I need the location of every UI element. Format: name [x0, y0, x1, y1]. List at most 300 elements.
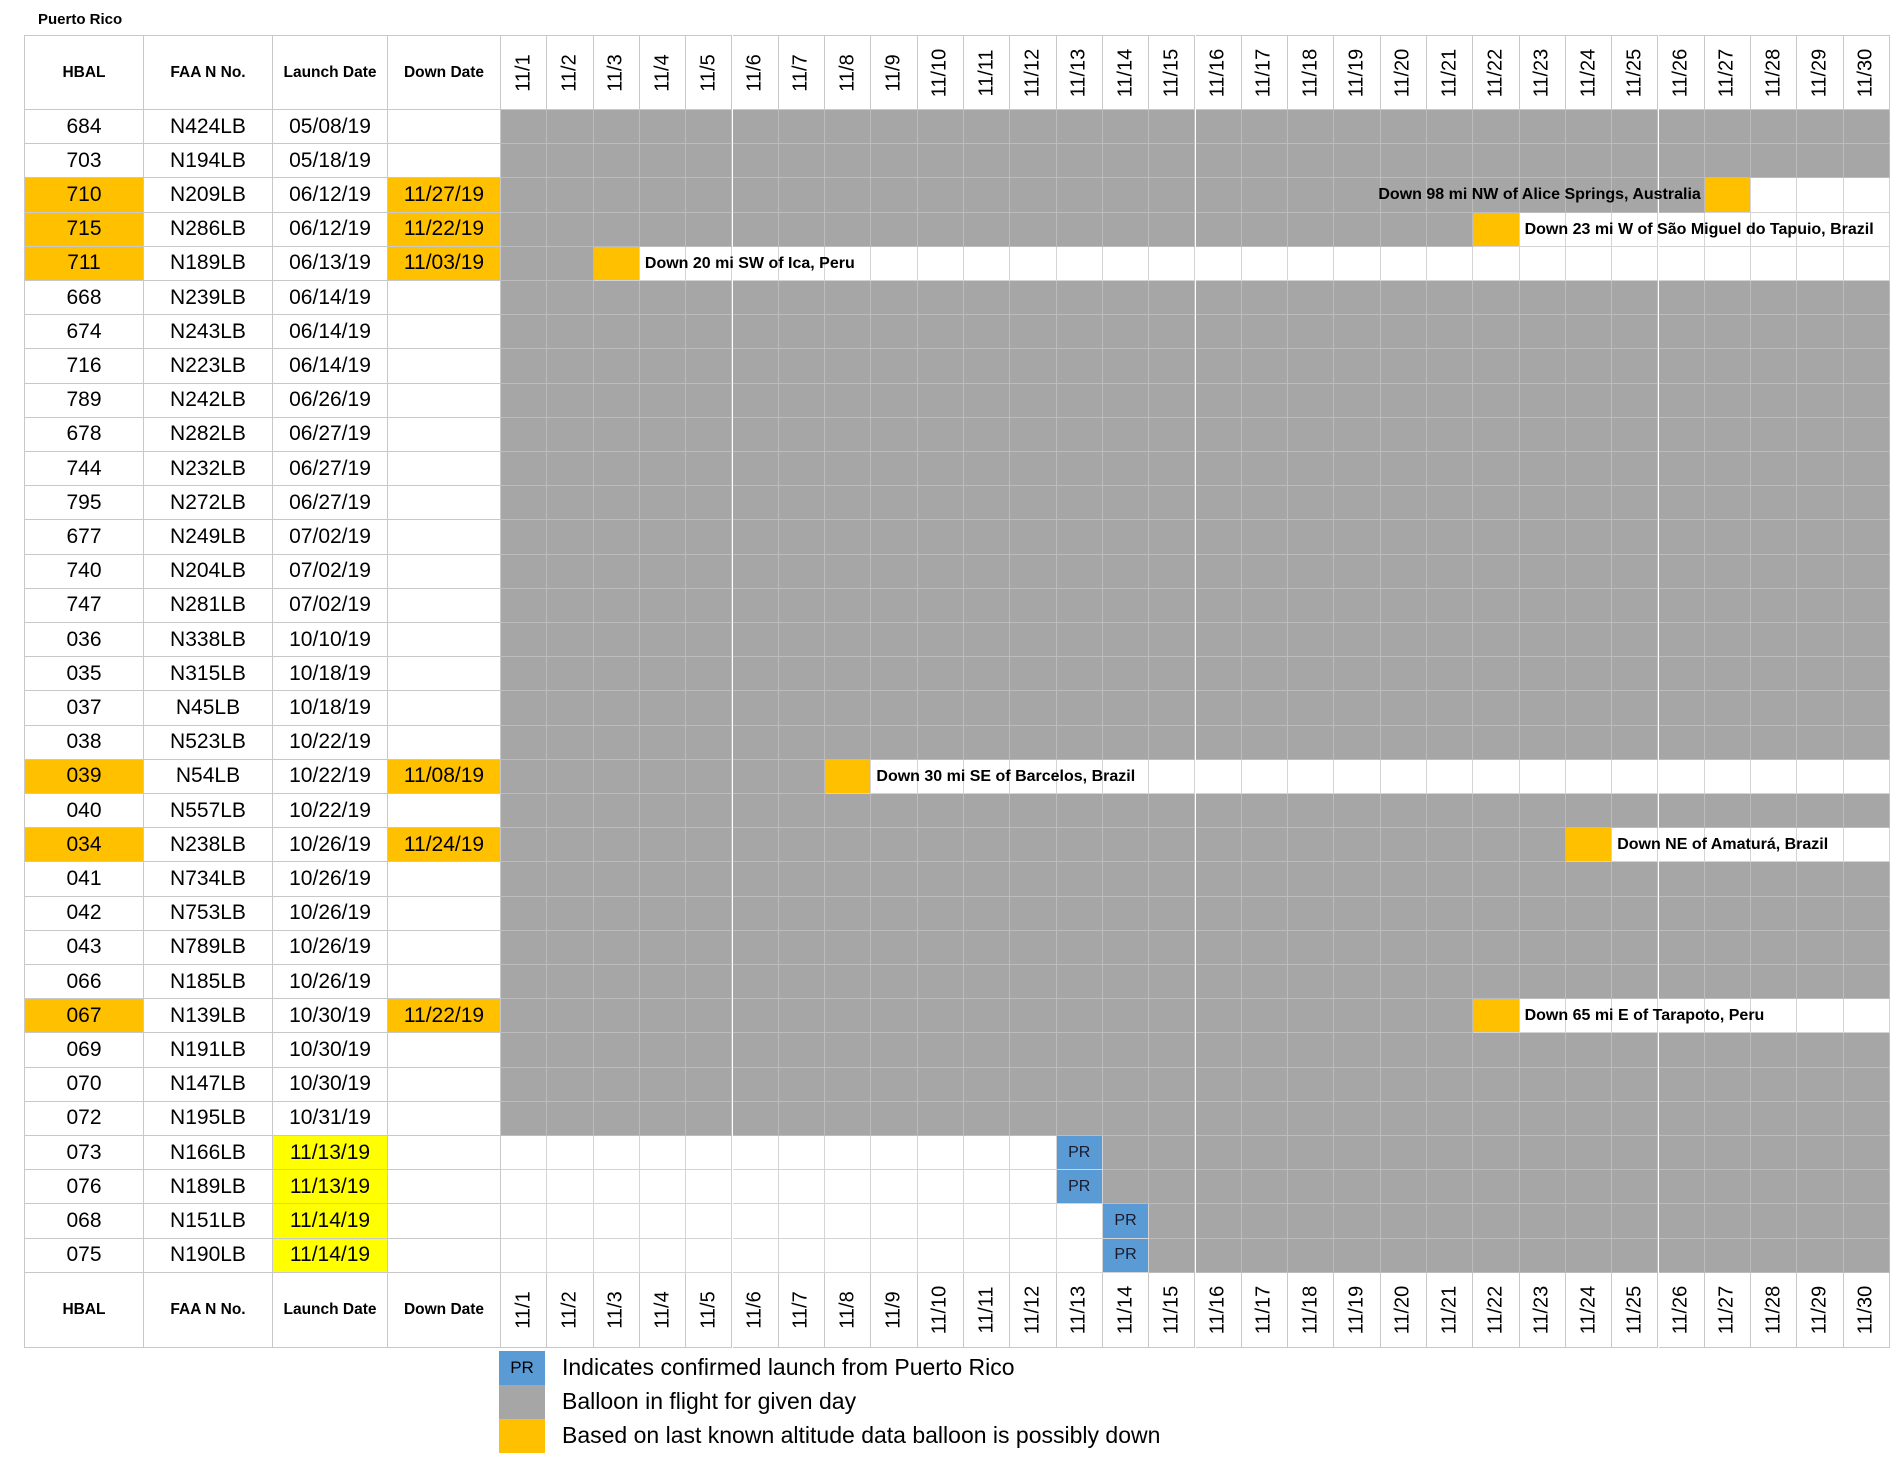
in-flight-cell	[918, 486, 964, 520]
row-faa-cell: N239LB	[144, 281, 273, 315]
day-cell-empty	[501, 1170, 547, 1204]
in-flight-cell	[640, 623, 686, 657]
in-flight-cell	[1196, 1136, 1242, 1170]
in-flight-cell	[918, 144, 964, 178]
in-flight-cell	[1705, 1170, 1751, 1204]
in-flight-cell	[1057, 110, 1103, 144]
bottom-header-launch: Launch Date	[273, 1273, 388, 1348]
day-label: 11/27	[1715, 1285, 1738, 1335]
in-flight-cell	[1242, 281, 1288, 315]
top-day-header	[918, 35, 964, 110]
in-flight-cell	[825, 589, 871, 623]
in-flight-cell	[1566, 1033, 1612, 1067]
day-cell-empty	[686, 1239, 732, 1273]
in-flight-cell	[1288, 452, 1334, 486]
row-hbal-cell: 039	[24, 760, 144, 794]
in-flight-cell	[779, 281, 825, 315]
in-flight-cell	[1381, 1102, 1427, 1136]
in-flight-cell	[1242, 794, 1288, 828]
in-flight-cell	[1196, 1239, 1242, 1273]
in-flight-cell	[825, 931, 871, 965]
day-label: 11/22	[1484, 48, 1507, 97]
in-flight-cell	[1751, 657, 1797, 691]
in-flight-cell	[1242, 657, 1288, 691]
in-flight-cell	[1242, 999, 1288, 1033]
day-cell-empty	[779, 1204, 825, 1238]
in-flight-cell	[1427, 999, 1473, 1033]
day-cell-empty	[918, 247, 964, 281]
top-day-header	[1659, 35, 1705, 110]
in-flight-cell	[733, 589, 779, 623]
in-flight-cell	[1520, 965, 1566, 999]
bottom-day-header	[1566, 1273, 1612, 1348]
in-flight-cell	[686, 965, 732, 999]
row-down-cell	[388, 965, 501, 999]
in-flight-cell	[1242, 349, 1288, 383]
day-cell-empty	[964, 1204, 1010, 1238]
in-flight-cell	[1659, 1239, 1705, 1273]
in-flight-cell	[825, 384, 871, 418]
in-flight-cell	[686, 1033, 732, 1067]
in-flight-cell	[1705, 623, 1751, 657]
in-flight-cell	[1797, 931, 1843, 965]
in-flight-cell	[964, 897, 1010, 931]
in-flight-cell	[640, 965, 686, 999]
in-flight-cell	[1288, 657, 1334, 691]
row-hbal-cell: 037	[24, 691, 144, 725]
in-flight-cell	[1149, 178, 1195, 212]
in-flight-cell	[1844, 862, 1890, 896]
in-flight-cell	[1242, 862, 1288, 896]
in-flight-cell	[1705, 589, 1751, 623]
in-flight-cell	[1334, 1102, 1380, 1136]
row-down-cell: 11/08/19	[388, 760, 501, 794]
row-down-cell	[388, 1033, 501, 1067]
in-flight-cell	[1612, 657, 1658, 691]
day-cell-empty	[594, 1204, 640, 1238]
in-flight-cell	[733, 691, 779, 725]
in-flight-cell	[1844, 1068, 1890, 1102]
in-flight-cell	[501, 349, 547, 383]
row-down-cell	[388, 520, 501, 554]
in-flight-cell	[1149, 1136, 1195, 1170]
day-cell-empty	[1381, 247, 1427, 281]
in-flight-cell	[1334, 828, 1380, 862]
in-flight-cell	[1196, 213, 1242, 247]
in-flight-cell	[825, 1102, 871, 1136]
row-faa-cell: N166LB	[144, 1136, 273, 1170]
in-flight-cell	[1612, 691, 1658, 725]
row-faa-cell: N242LB	[144, 384, 273, 418]
in-flight-cell	[1149, 862, 1195, 896]
row-down-cell: 11/27/19	[388, 178, 501, 212]
in-flight-cell	[779, 1068, 825, 1102]
in-flight-cell	[594, 418, 640, 452]
in-flight-cell	[1751, 1170, 1797, 1204]
day-cell-empty	[1010, 247, 1056, 281]
row-hbal-cell: 035	[24, 657, 144, 691]
bottom-header-faa: FAA N No.	[144, 1273, 273, 1348]
in-flight-cell	[1242, 1102, 1288, 1136]
in-flight-cell	[1566, 384, 1612, 418]
day-cell-empty	[1705, 760, 1751, 794]
in-flight-cell	[1751, 418, 1797, 452]
row-faa-cell: N204LB	[144, 555, 273, 589]
day-label: 11/2	[558, 53, 581, 92]
in-flight-cell	[733, 760, 779, 794]
in-flight-cell	[1659, 1102, 1705, 1136]
day-cell-empty	[1242, 247, 1288, 281]
in-flight-cell	[1659, 931, 1705, 965]
bottom-day-header	[1844, 1273, 1890, 1348]
in-flight-cell	[547, 213, 593, 247]
in-flight-cell	[640, 999, 686, 1033]
in-flight-cell	[733, 281, 779, 315]
in-flight-cell	[1566, 110, 1612, 144]
row-down-cell	[388, 349, 501, 383]
in-flight-cell	[1010, 315, 1056, 349]
in-flight-cell	[871, 657, 917, 691]
in-flight-cell	[1427, 144, 1473, 178]
in-flight-cell	[547, 110, 593, 144]
in-flight-cell	[1520, 931, 1566, 965]
in-flight-cell	[1427, 384, 1473, 418]
in-flight-cell	[640, 862, 686, 896]
in-flight-cell	[1473, 1204, 1519, 1238]
row-down-cell	[388, 691, 501, 725]
in-flight-cell	[1751, 1204, 1797, 1238]
day-cell-empty	[1844, 999, 1890, 1033]
in-flight-cell	[1705, 931, 1751, 965]
in-flight-cell	[1844, 931, 1890, 965]
in-flight-cell	[1427, 657, 1473, 691]
in-flight-cell	[547, 828, 593, 862]
in-flight-cell	[1427, 213, 1473, 247]
in-flight-cell	[1659, 691, 1705, 725]
in-flight-cell	[1566, 486, 1612, 520]
in-flight-cell	[1427, 315, 1473, 349]
in-flight-cell	[1149, 110, 1195, 144]
in-flight-cell	[779, 691, 825, 725]
row-faa-cell: N185LB	[144, 965, 273, 999]
row-faa-cell: N54LB	[144, 760, 273, 794]
in-flight-cell	[501, 726, 547, 760]
in-flight-cell	[964, 828, 1010, 862]
in-flight-cell	[871, 794, 917, 828]
in-flight-cell	[1242, 110, 1288, 144]
in-flight-cell	[964, 623, 1010, 657]
row-launch-cell: 10/22/19	[273, 794, 388, 828]
day-cell-empty	[964, 1170, 1010, 1204]
top-day-header	[1473, 35, 1519, 110]
in-flight-cell	[547, 555, 593, 589]
in-flight-cell	[594, 691, 640, 725]
in-flight-cell	[1196, 418, 1242, 452]
in-flight-cell	[1659, 862, 1705, 896]
in-flight-cell	[1057, 315, 1103, 349]
in-flight-cell	[964, 999, 1010, 1033]
in-flight-cell	[1334, 110, 1380, 144]
in-flight-cell	[1705, 452, 1751, 486]
in-flight-cell	[779, 965, 825, 999]
in-flight-cell	[1566, 418, 1612, 452]
in-flight-cell	[501, 691, 547, 725]
in-flight-cell	[1381, 1239, 1427, 1273]
in-flight-cell	[1288, 897, 1334, 931]
in-flight-cell	[1103, 1136, 1149, 1170]
in-flight-cell	[779, 726, 825, 760]
in-flight-cell	[1520, 1170, 1566, 1204]
in-flight-cell	[1427, 1136, 1473, 1170]
day-cell-empty	[1288, 247, 1334, 281]
day-label: 11/6	[743, 1291, 766, 1329]
in-flight-cell	[1242, 452, 1288, 486]
row-faa-cell: N151LB	[144, 1204, 273, 1238]
in-flight-cell	[1659, 794, 1705, 828]
in-flight-cell	[918, 999, 964, 1033]
in-flight-cell	[1334, 178, 1380, 212]
in-flight-cell	[640, 726, 686, 760]
row-launch-cell: 06/12/19	[273, 213, 388, 247]
in-flight-cell	[1149, 384, 1195, 418]
top-header-faa: FAA N No.	[144, 35, 273, 110]
in-flight-cell	[1010, 418, 1056, 452]
in-flight-cell	[779, 999, 825, 1033]
in-flight-cell	[1149, 726, 1195, 760]
in-flight-cell	[871, 213, 917, 247]
in-flight-cell	[1196, 144, 1242, 178]
in-flight-cell	[1705, 349, 1751, 383]
in-flight-cell	[1566, 657, 1612, 691]
in-flight-cell	[1751, 862, 1797, 896]
in-flight-cell	[1057, 281, 1103, 315]
day-label: 11/10	[928, 48, 951, 97]
day-cell-empty	[825, 1204, 871, 1238]
row-launch-cell: 05/08/19	[273, 110, 388, 144]
in-flight-cell	[825, 213, 871, 247]
in-flight-cell	[501, 589, 547, 623]
in-flight-cell	[1242, 315, 1288, 349]
in-flight-cell	[1566, 1239, 1612, 1273]
sheet-title: Puerto Rico	[38, 11, 123, 28]
day-cell-empty	[1057, 1239, 1103, 1273]
in-flight-cell	[1057, 862, 1103, 896]
row-faa-cell: N523LB	[144, 726, 273, 760]
day-label: 11/30	[1854, 1285, 1877, 1335]
in-flight-cell	[1705, 520, 1751, 554]
in-flight-cell	[871, 965, 917, 999]
in-flight-cell	[1612, 555, 1658, 589]
row-hbal-cell: 789	[24, 384, 144, 418]
bottom-day-header	[1705, 1273, 1751, 1348]
row-down-cell	[388, 452, 501, 486]
in-flight-cell	[1149, 999, 1195, 1033]
day-label: 11/24	[1577, 1285, 1600, 1335]
in-flight-cell	[1057, 623, 1103, 657]
day-cell-empty	[1057, 247, 1103, 281]
in-flight-cell	[1751, 110, 1797, 144]
in-flight-cell	[1242, 555, 1288, 589]
in-flight-cell	[733, 213, 779, 247]
row-faa-cell: N282LB	[144, 418, 273, 452]
row-launch-cell: 05/18/19	[273, 144, 388, 178]
in-flight-cell	[733, 349, 779, 383]
in-flight-cell	[779, 657, 825, 691]
in-flight-cell	[825, 178, 871, 212]
in-flight-cell	[1797, 486, 1843, 520]
in-flight-cell	[1844, 1170, 1890, 1204]
in-flight-cell	[1566, 691, 1612, 725]
in-flight-cell	[733, 315, 779, 349]
in-flight-cell	[1844, 794, 1890, 828]
in-flight-cell	[1334, 281, 1380, 315]
in-flight-cell	[1196, 315, 1242, 349]
bottom-day-header	[1427, 1273, 1473, 1348]
row-hbal-cell: 716	[24, 349, 144, 383]
row-down-cell	[388, 589, 501, 623]
in-flight-cell	[1288, 315, 1334, 349]
in-flight-cell	[1010, 589, 1056, 623]
row-down-cell	[388, 931, 501, 965]
in-flight-cell	[1520, 897, 1566, 931]
in-flight-cell	[1751, 931, 1797, 965]
in-flight-cell	[1334, 555, 1380, 589]
day-label: 11/25	[1623, 48, 1646, 97]
in-flight-cell	[825, 1068, 871, 1102]
in-flight-cell	[1381, 555, 1427, 589]
in-flight-cell	[1196, 178, 1242, 212]
in-flight-cell	[1705, 1102, 1751, 1136]
down-location-note: Down NE of Amaturá, Brazil	[1617, 836, 1829, 854]
in-flight-cell	[1381, 862, 1427, 896]
in-flight-cell	[1103, 657, 1149, 691]
in-flight-cell	[547, 726, 593, 760]
possibly-down-cell	[825, 760, 871, 794]
in-flight-cell	[871, 418, 917, 452]
row-hbal-cell: 677	[24, 520, 144, 554]
in-flight-cell	[1612, 1204, 1658, 1238]
in-flight-cell	[1473, 520, 1519, 554]
in-flight-cell	[1149, 315, 1195, 349]
in-flight-cell	[964, 418, 1010, 452]
day-cell-empty	[1057, 1204, 1103, 1238]
in-flight-cell	[686, 623, 732, 657]
row-down-cell	[388, 281, 501, 315]
in-flight-cell	[501, 1102, 547, 1136]
day-cell-empty	[779, 1239, 825, 1273]
in-flight-cell	[1057, 452, 1103, 486]
in-flight-cell	[547, 794, 593, 828]
top-header-launch: Launch Date	[273, 35, 388, 110]
in-flight-cell	[1659, 726, 1705, 760]
in-flight-cell	[1196, 452, 1242, 486]
row-launch-cell: 10/10/19	[273, 623, 388, 657]
in-flight-cell	[918, 931, 964, 965]
row-down-cell	[388, 110, 501, 144]
possibly-down-cell	[1473, 213, 1519, 247]
in-flight-cell	[1705, 1204, 1751, 1238]
bottom-day-header	[1751, 1273, 1797, 1348]
bottom-day-header	[1520, 1273, 1566, 1348]
in-flight-cell	[1473, 931, 1519, 965]
day-cell-empty	[1797, 999, 1843, 1033]
in-flight-cell	[686, 657, 732, 691]
in-flight-cell	[825, 555, 871, 589]
in-flight-cell	[1334, 589, 1380, 623]
in-flight-cell	[779, 623, 825, 657]
in-flight-cell	[733, 623, 779, 657]
in-flight-cell	[1566, 1136, 1612, 1170]
in-flight-cell	[871, 281, 917, 315]
in-flight-cell	[1057, 589, 1103, 623]
in-flight-cell	[1520, 1239, 1566, 1273]
in-flight-cell	[1149, 418, 1195, 452]
in-flight-cell	[1612, 897, 1658, 931]
in-flight-cell	[1612, 726, 1658, 760]
in-flight-cell	[1520, 726, 1566, 760]
in-flight-cell	[964, 178, 1010, 212]
in-flight-cell	[1427, 281, 1473, 315]
in-flight-cell	[871, 897, 917, 931]
in-flight-cell	[1566, 520, 1612, 554]
in-flight-cell	[686, 589, 732, 623]
in-flight-cell	[640, 520, 686, 554]
in-flight-cell	[733, 144, 779, 178]
in-flight-cell	[1010, 486, 1056, 520]
in-flight-cell	[1010, 144, 1056, 178]
top-day-header	[1196, 35, 1242, 110]
day-cell-empty	[547, 1136, 593, 1170]
in-flight-cell	[686, 281, 732, 315]
in-flight-cell	[918, 281, 964, 315]
in-flight-cell	[779, 555, 825, 589]
row-launch-cell: 07/02/19	[273, 555, 388, 589]
day-cell-empty	[1844, 760, 1890, 794]
top-day-header	[594, 35, 640, 110]
in-flight-cell	[1288, 691, 1334, 725]
row-launch-cell: 10/26/19	[273, 828, 388, 862]
in-flight-cell	[1010, 178, 1056, 212]
in-flight-cell	[1612, 315, 1658, 349]
in-flight-cell	[1334, 623, 1380, 657]
row-launch-cell: 10/22/19	[273, 760, 388, 794]
in-flight-cell	[1520, 110, 1566, 144]
in-flight-cell	[1520, 486, 1566, 520]
in-flight-cell	[1473, 315, 1519, 349]
in-flight-cell	[1797, 520, 1843, 554]
in-flight-cell	[1334, 999, 1380, 1033]
in-flight-cell	[1149, 555, 1195, 589]
in-flight-cell	[733, 452, 779, 486]
in-flight-cell	[1612, 1102, 1658, 1136]
in-flight-cell	[1149, 931, 1195, 965]
day-cell-empty	[1659, 760, 1705, 794]
day-cell-empty	[918, 1136, 964, 1170]
day-cell-empty	[918, 1239, 964, 1273]
day-cell-empty	[640, 1239, 686, 1273]
in-flight-cell	[871, 178, 917, 212]
in-flight-cell	[1334, 931, 1380, 965]
in-flight-cell	[594, 657, 640, 691]
row-hbal-cell: 070	[24, 1068, 144, 1102]
in-flight-cell	[1381, 1204, 1427, 1238]
in-flight-cell	[1659, 486, 1705, 520]
in-flight-cell	[1010, 726, 1056, 760]
in-flight-cell	[1659, 520, 1705, 554]
in-flight-cell	[1427, 1170, 1473, 1204]
in-flight-cell	[1659, 281, 1705, 315]
in-flight-cell	[1103, 965, 1149, 999]
